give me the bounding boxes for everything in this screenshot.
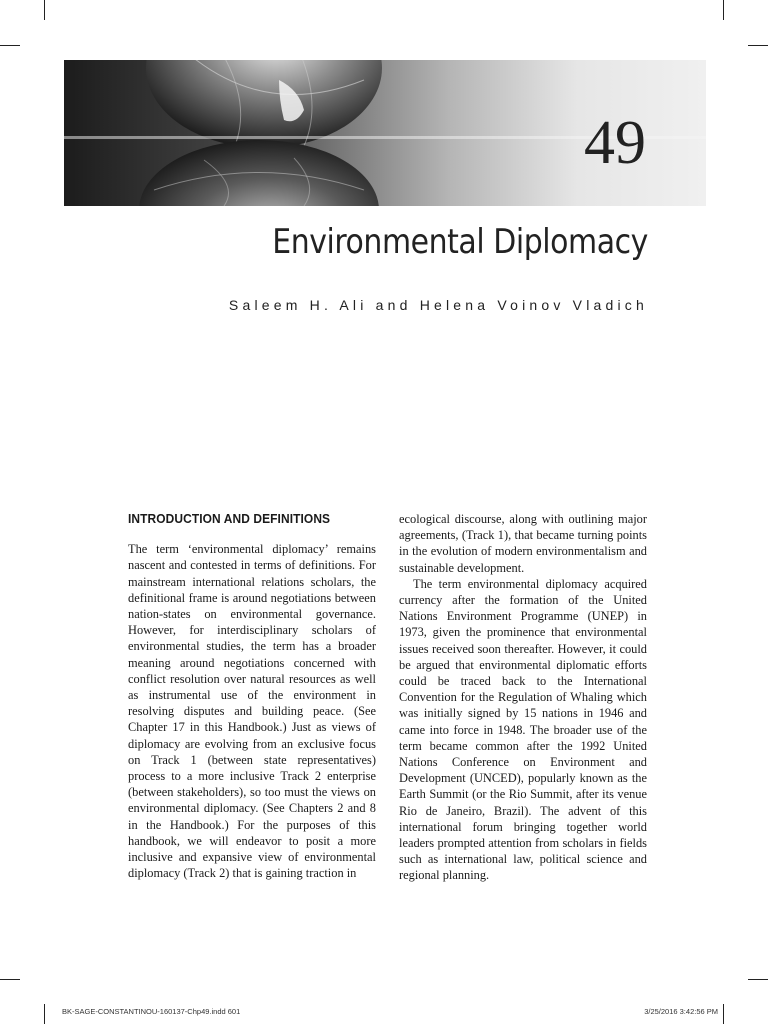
crop-mark — [44, 0, 45, 20]
chapter-banner — [64, 60, 706, 206]
paragraph-1: The term ‘environmental diplomacy’ remains nascent and contested in terms of definitions. For mainstream international relations scholars, the definitional frame is around negotiations between nation-states on environmental governance. However, for interdisciplinary scholars of environmental studies, the term has a broader meaning around negotiations concerned with conflict resolution over natural resources as well as instrumental use of the environment in resolving disputes and building peace. (See Chapter 17 in this Handbook.) Just as views of diplomacy are evolving from an exclusive focus on Track 1 (between state representatives) process to a more inclusive Track 2 enterprise (between stakeholders), so too must the views on environmental diplomacy. (See Chapters 2 and 8 in the Handbook.) For the purposes of this handbook, we will endeavor to posit a more inclusive and expansive view of environmental diplomacy (Track 2) that is gaining traction in — [128, 542, 376, 881]
crop-mark — [748, 45, 768, 46]
paragraph-2: The term environmental diplomacy acquired currency after the formation of the United Nations Environment Programme (UNEP) in 1973, given the prominence that environmental issues received soon thereafter. However, it could be argued that environmental diplomatic efforts could be traced back to the International Convention for the Regulation of Whaling which was initially signed by 15 nations in 1946 and came into force in 1948. The broader use of the term became common after the 1992 United Nations Conference on Environment and Development (UNCED), popularly known as the Earth Summit (or the Rio Summit, after its venue Rio de Janeiro, Brazil). The advent of this international forum bringing together world leaders prompted attention from scholars in fields such as international law, political science and regional planning. — [399, 576, 647, 883]
chapter-number: 49 — [584, 109, 646, 177]
footer-timestamp: 3/25/2016 3:42:56 PM — [644, 1007, 718, 1016]
crop-mark — [0, 979, 20, 980]
chapter-authors: Saleem H. Ali and Helena Voinov Vladich — [228, 297, 648, 313]
crop-mark — [748, 979, 768, 980]
paragraph-1-continued: ecological discourse, along with outlining major agreements, (Track 1), that became turning points in the evolution of modern environmentalism and sustainable development. — [399, 512, 647, 575]
text-column-left — [128, 511, 376, 881]
crop-mark — [723, 0, 724, 20]
crop-mark — [0, 45, 20, 46]
footer-file-info: BK-SAGE-CONSTANTINOU-160137-Chp49.indd 601 — [62, 1007, 241, 1016]
chapter-title: Environmental Diplomacy — [272, 222, 648, 262]
text-column-right — [399, 511, 647, 884]
crop-mark — [723, 1004, 724, 1024]
section-heading: INTRODUCTION AND DEFINITIONS — [128, 511, 331, 526]
crop-mark — [44, 1004, 45, 1024]
